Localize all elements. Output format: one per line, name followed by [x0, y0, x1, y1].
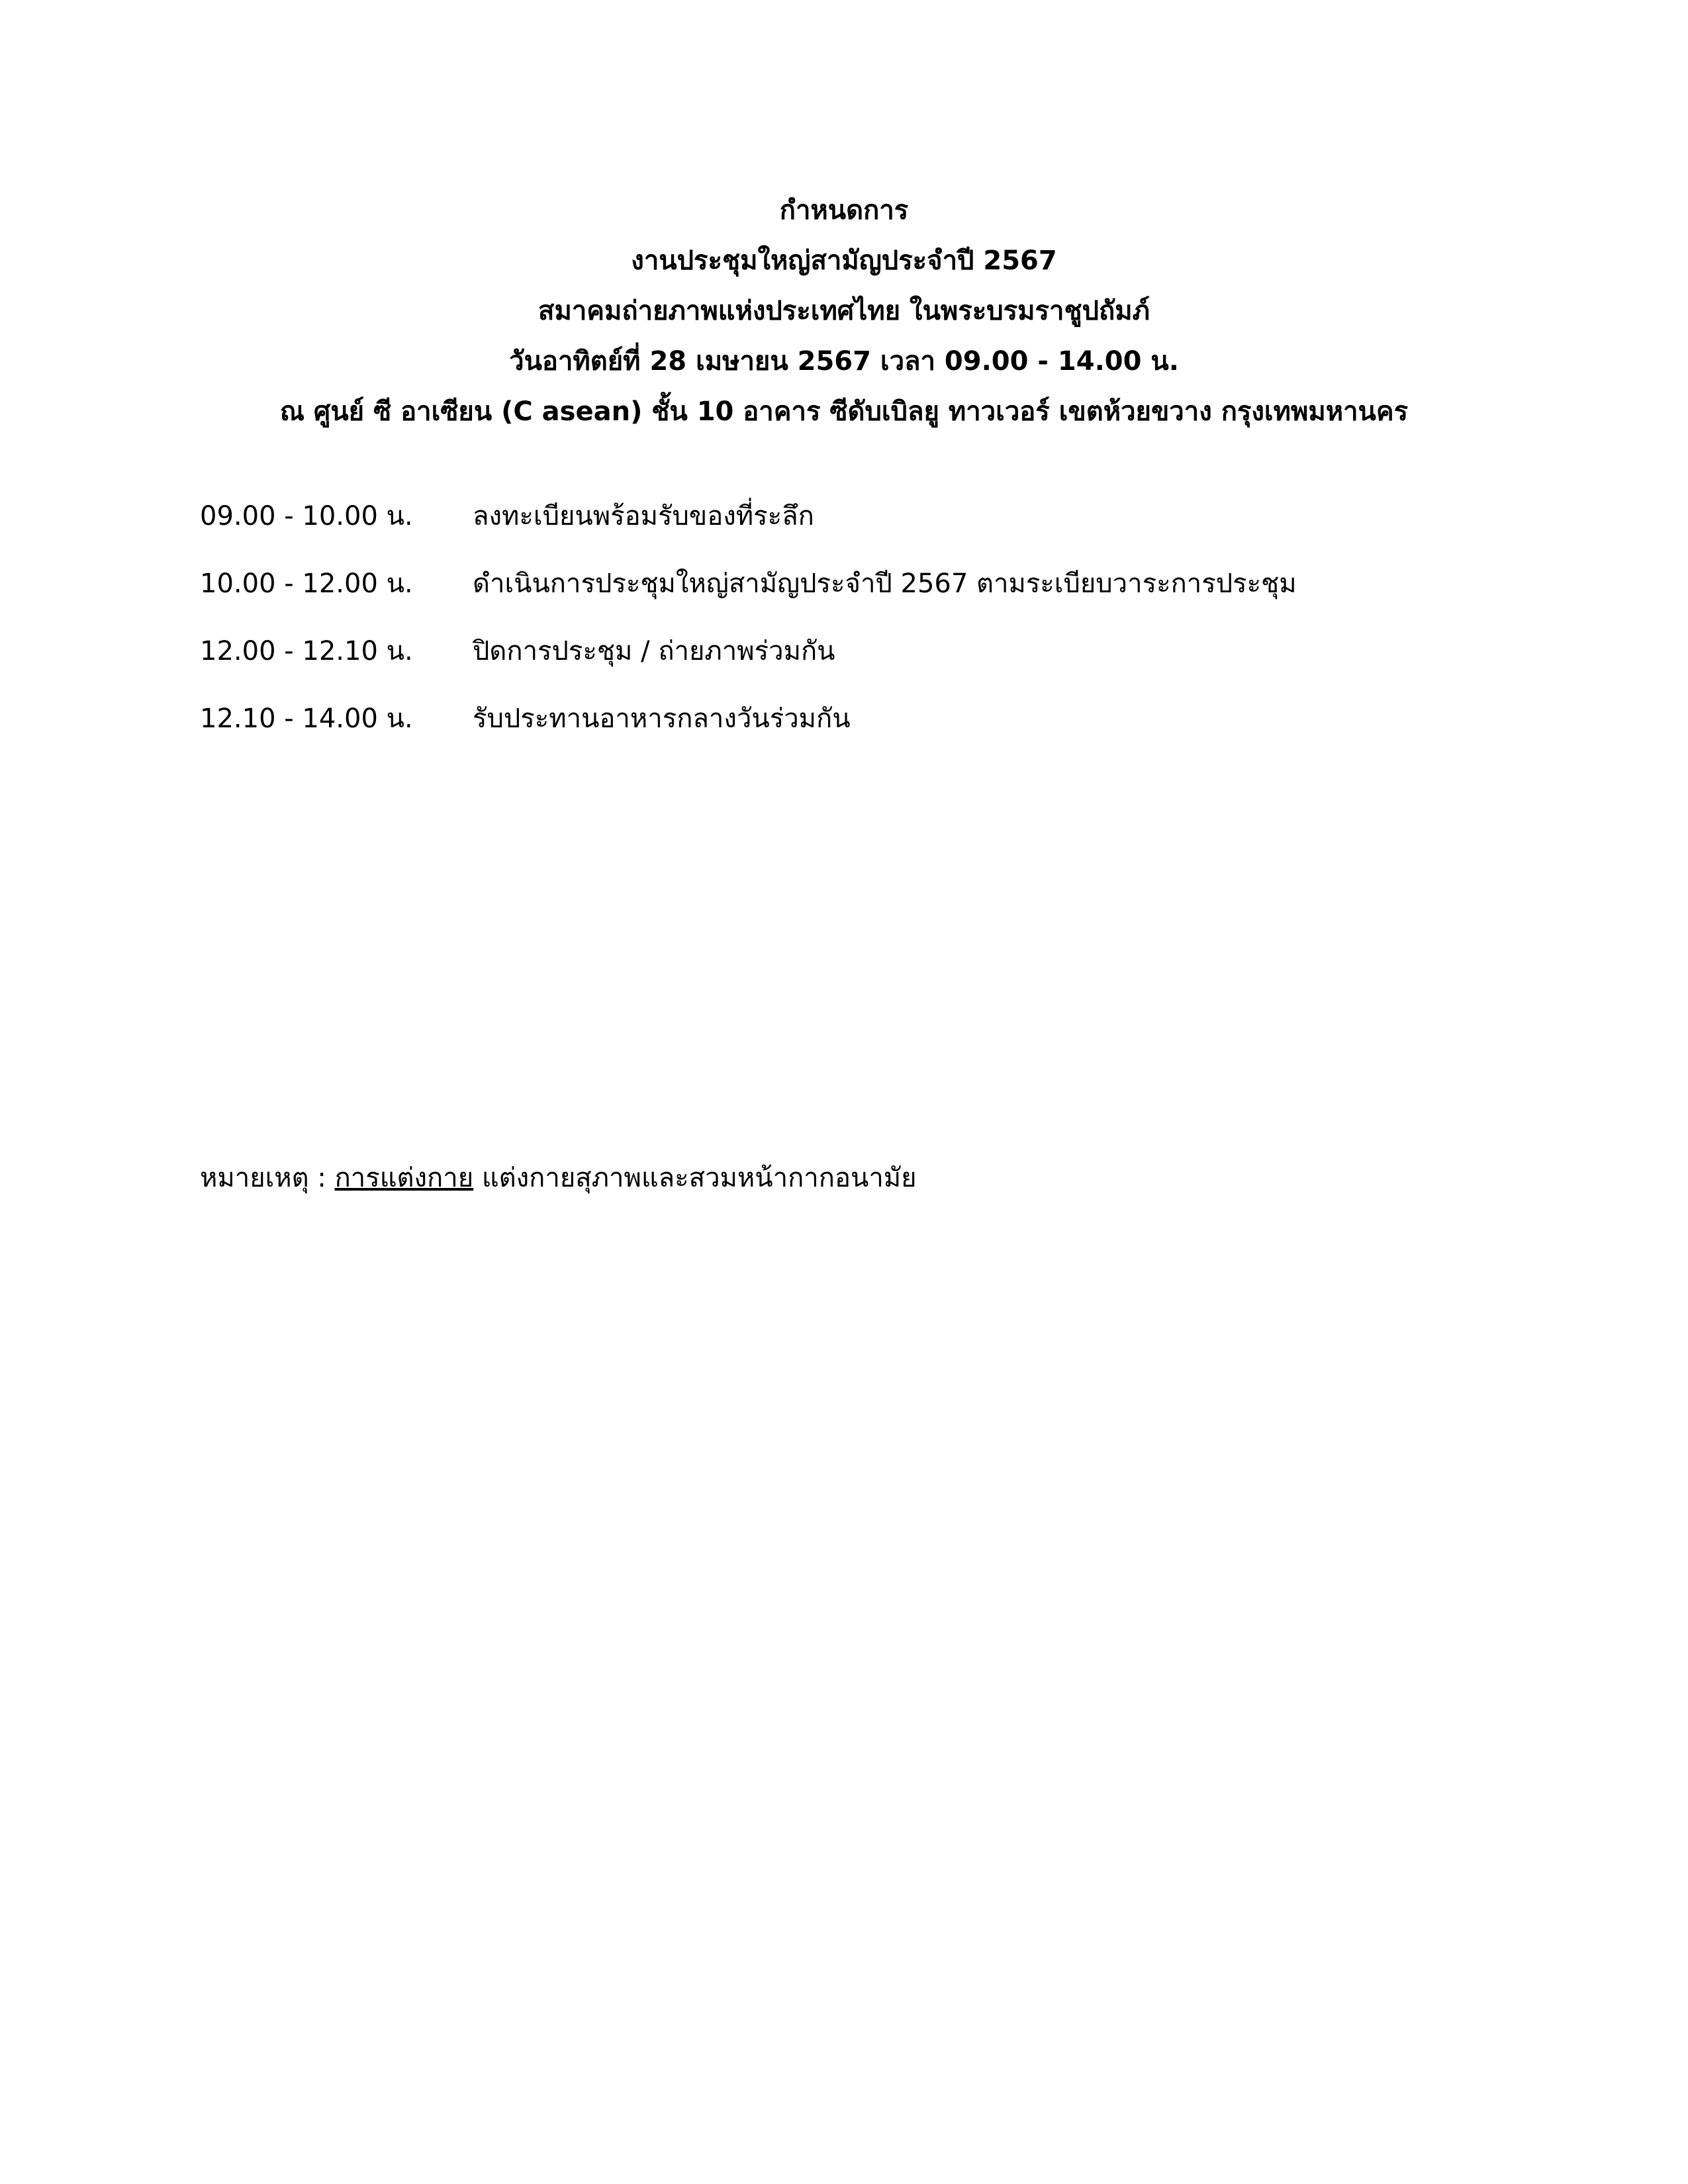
header-event-name: งานประชุมใหญ่สามัญประจำปี 2567	[631, 246, 1057, 276]
agenda-row	[200, 565, 1524, 633]
agenda-description: รับประทานอาหารกลางวันร่วมกัน	[473, 704, 851, 734]
agenda-row	[200, 700, 1524, 768]
agenda-list	[200, 498, 1524, 768]
footnote-label: หมายเหตุ :	[200, 1163, 335, 1193]
footnote-dress-code-heading: การแต่งกาย	[334, 1163, 474, 1193]
agenda-row	[200, 633, 1524, 700]
agenda-time: 12.00 - 12.10 น.	[200, 636, 413, 666]
document-header	[0, 185, 1688, 437]
agenda-description: ปิดการประชุม / ถ่ายภาพร่วมกัน	[473, 636, 835, 666]
agenda-time: 10.00 - 12.00 น.	[200, 569, 413, 599]
footnote-text: แต่งกายสุภาพและสวมหน้ากากอนามัย	[473, 1163, 917, 1193]
header-date-time: วันอาทิตย์ที่ 28 เมษายน 2567 เวลา 09.00 - 14.00 น.	[509, 346, 1179, 377]
agenda-row	[200, 498, 1524, 565]
agenda-time: 12.10 - 14.00 น.	[200, 704, 413, 734]
footnote	[200, 1160, 917, 1197]
agenda-description: ดำเนินการประชุมใหญ่สามัญประจำปี 2567 ตามระเบียบวาระการประชุม	[473, 569, 1297, 599]
agenda-description: ลงทะเบียนพร้อมรับของที่ระลึก	[473, 501, 814, 531]
header-title: กำหนดการ	[779, 195, 909, 226]
header-venue: ณ ศูนย์ ซี อาเซียน (C asean) ชั้น 10 อาคาร ซีดับเบิลยู ทาวเวอร์ เขตห้วยขวาง กรุงเทพมหานคร	[279, 396, 1409, 427]
agenda-time: 09.00 - 10.00 น.	[200, 501, 413, 531]
header-organization: สมาคมถ่ายภาพแห่งประเทศไทย ในพระบรมราชูปถัมภ์	[538, 296, 1150, 326]
